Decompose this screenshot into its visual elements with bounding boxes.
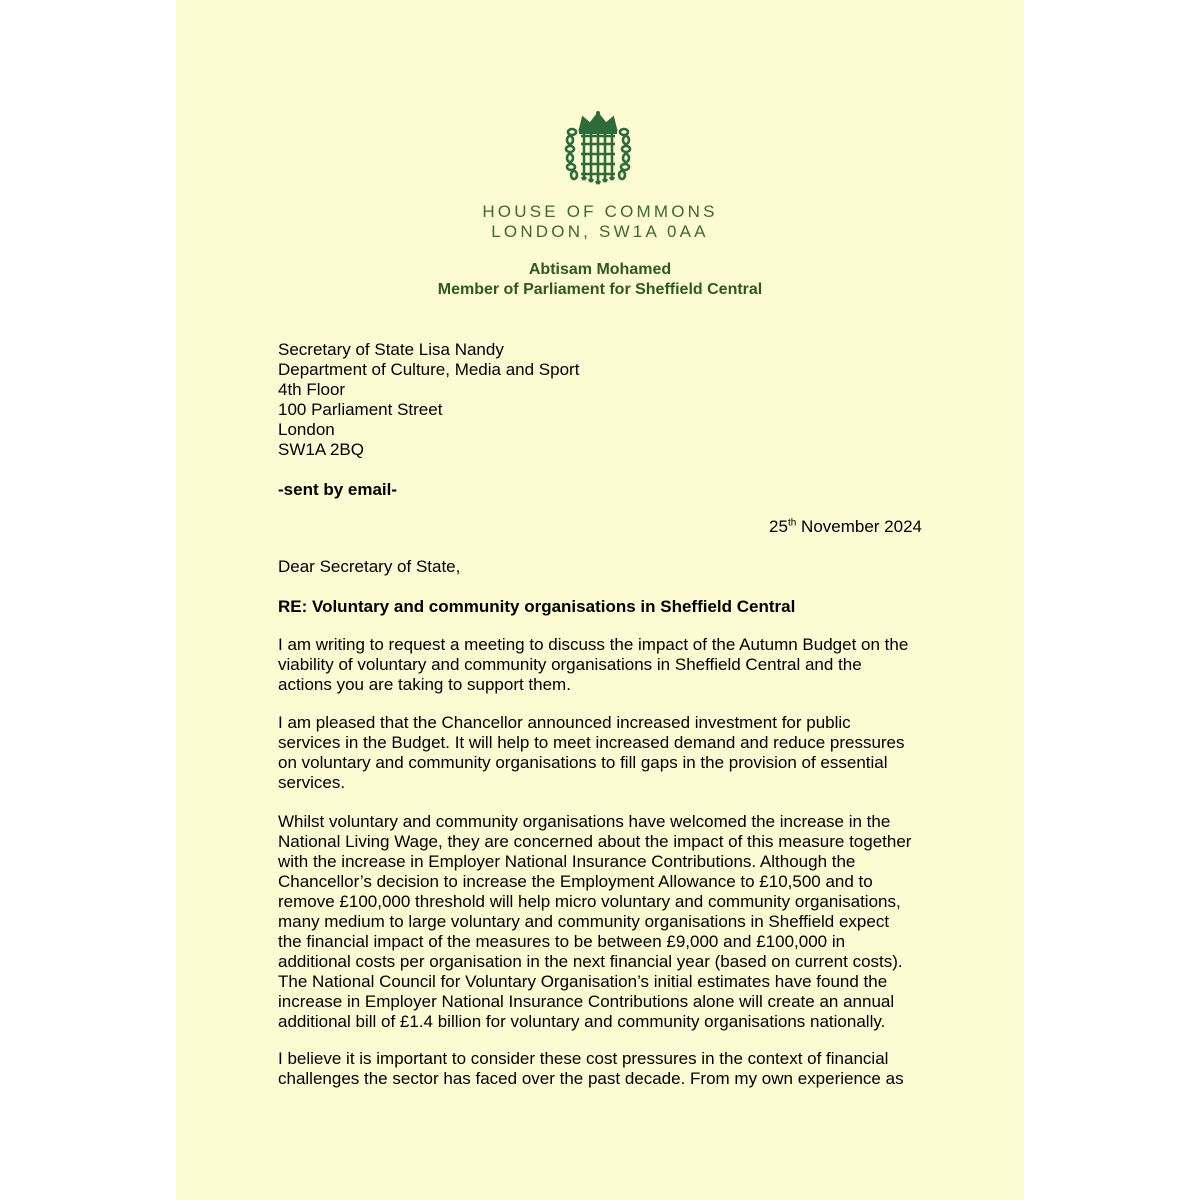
letter-page xyxy=(176,0,1024,1200)
body-paragraph xyxy=(278,635,928,695)
body-paragraph xyxy=(278,713,928,793)
portcullis-icon xyxy=(557,108,639,188)
salutation: Dear Secretary of State, xyxy=(278,557,461,576)
recipient-address xyxy=(278,340,579,460)
mp-name: Abtisam Mohamed xyxy=(528,261,672,278)
mp-title: Member of Parliament for Sheffield Central xyxy=(437,281,763,298)
paragraph-line: Whilst voluntary and community organisations have welcomed the increase in the xyxy=(278,812,891,831)
address-line: 4th Floor xyxy=(278,380,346,399)
paragraph-line: additional costs per organisation in the next financial year (based on current costs). xyxy=(278,952,903,971)
body-paragraph xyxy=(278,812,928,1032)
address-line: Department of Culture, Media and Sport xyxy=(278,360,580,379)
body-paragraph xyxy=(278,1049,928,1089)
institution-name: HOUSE OF COMMONS xyxy=(482,202,718,221)
address-line: SW1A 2BQ xyxy=(278,440,364,459)
paragraph-line: on voluntary and community organisations to fill gaps in the provision of essential xyxy=(278,753,888,772)
subject-line: RE: Voluntary and community organisations in Sheffield Central xyxy=(278,597,796,616)
address-line: Secretary of State Lisa Nandy xyxy=(278,340,504,359)
letter-date xyxy=(769,517,922,537)
paragraph-line: The National Council for Voluntary Organisation’s initial estimates have found the xyxy=(278,972,888,991)
paragraph-line: viability of voluntary and community organisations in Sheffield Central and the xyxy=(278,655,862,674)
paragraph-line: remove £100,000 threshold will help micro voluntary and community organisations, xyxy=(278,892,901,911)
paragraph-line: with the increase in Employer National Insurance Contributions. Although the xyxy=(278,852,856,871)
paragraph-line: Chancellor’s decision to increase the Employment Allowance to £10,500 and to xyxy=(278,872,873,891)
paragraph-line: many medium to large voluntary and community organisations in Sheffield expect xyxy=(278,912,890,931)
date-day: 25 xyxy=(769,517,788,536)
address-line: 100 Parliament Street xyxy=(278,400,443,419)
paragraph-line: National Living Wage, they are concerned about the impact of this measure together xyxy=(278,832,912,851)
address-line: London xyxy=(278,420,335,439)
date-rest: November 2024 xyxy=(796,517,922,536)
institution-address: LONDON, SW1A 0AA xyxy=(491,222,709,241)
delivery-note: -sent by email- xyxy=(278,480,398,499)
paragraph-line: the financial impact of the measures to be between £9,000 and £100,000 in xyxy=(278,932,846,951)
paragraph-line: actions you are taking to support them. xyxy=(278,675,571,694)
paragraph-line: I am writing to request a meeting to discuss the impact of the Autumn Budget on the xyxy=(278,635,909,654)
date-suffix: th xyxy=(787,517,797,529)
paragraph-line: services. xyxy=(278,773,346,792)
paragraph-line: increase in Employer National Insurance Contributions alone will create an annual xyxy=(278,992,895,1011)
paragraph-line: additional bill of £1.4 billion for voluntary and community organisations nationally. xyxy=(278,1012,886,1031)
paragraph-line: challenges the sector has faced over the past decade. From my own experience as xyxy=(278,1069,904,1088)
paragraph-line: I believe it is important to consider these cost pressures in the context of financial xyxy=(278,1049,889,1068)
paragraph-line: I am pleased that the Chancellor announced increased investment for public xyxy=(278,713,851,732)
paragraph-line: services in the Budget. It will help to meet increased demand and reduce pressures xyxy=(278,733,905,752)
